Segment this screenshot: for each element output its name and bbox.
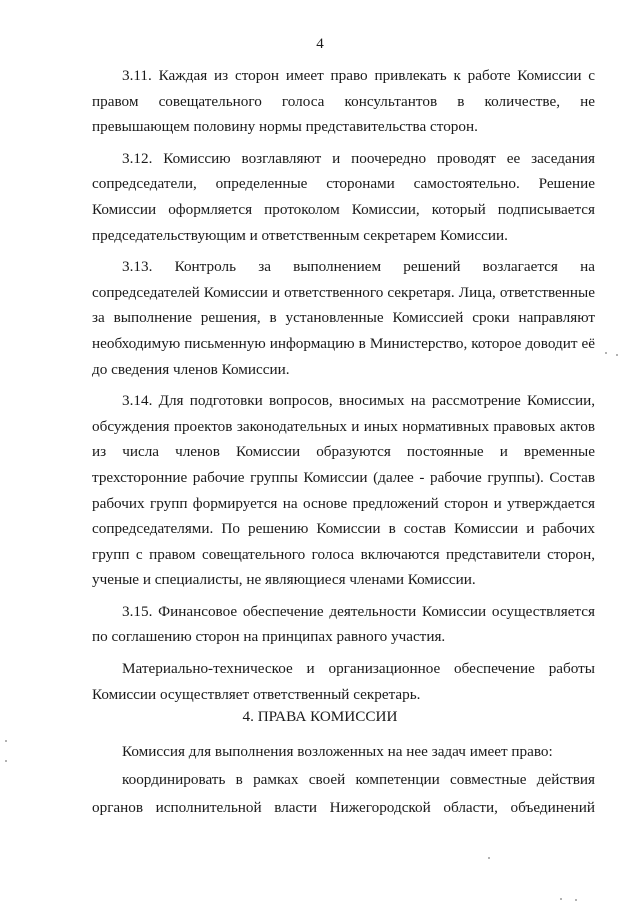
- text-line: председательствующим и ответственным секретарем Комиссии.: [92, 226, 508, 244]
- text-line: из числа членов Комиссии образуются постоянные и временные: [92, 443, 595, 461]
- page-number: 4: [316, 36, 324, 52]
- text-line: органов исполнительной власти Нижегородской области, объединений: [92, 799, 595, 816]
- text-line: Комиссии осуществляет ответственный секретарь.: [92, 685, 421, 703]
- text-line: до сведения членов Комиссии.: [92, 360, 290, 378]
- text-line: 3.14. Для подготовки вопросов, вносимых на рассмотрение Комиссии,: [122, 392, 595, 410]
- text-line: 3.15. Финансовое обеспечение деятельности Комиссии осуществляется: [122, 602, 595, 620]
- text-line: координировать в рамках своей компетенции совместные действия: [122, 771, 595, 788]
- paragraph-3-15: [92, 599, 595, 650]
- text-line: ученые и специалисты, не являющиеся членами Комиссии.: [92, 571, 476, 589]
- scan-artifact: [5, 740, 7, 742]
- text-line: превышающем половину нормы представительства сторон.: [92, 118, 478, 136]
- text-line: трехсторонние рабочие группы Комиссии (далее - рабочие группы). Состав: [92, 468, 595, 486]
- scan-artifact: [5, 760, 7, 762]
- scan-artifact: [616, 354, 618, 356]
- text-line: Комиссия для выполнения возложенных на нее задач имеет право:: [122, 743, 553, 760]
- text-line: обсуждения проектов законодательных и иных нормативных правовых актов: [92, 417, 595, 435]
- text-line: Материально-техническое и организационное обеспечение работы: [122, 660, 595, 678]
- paragraph-3-13: [92, 254, 595, 382]
- section-heading: 4. ПРАВА КОМИССИИ: [242, 708, 398, 725]
- text-line: сопредседателями. По решению Комиссии в состав Комиссии и рабочих: [92, 520, 595, 538]
- scan-artifact: [575, 899, 577, 901]
- scan-artifact: [560, 898, 562, 900]
- paragraph-3-12: [92, 146, 595, 248]
- text-line: рабочих групп формируется на основе предложений сторон и утверждается: [92, 494, 595, 512]
- text-line: Комиссии оформляется протоколом Комиссии, который подписывается: [92, 200, 595, 218]
- text-line: 3.11. Каждая из сторон имеет право привлекать к работе Комиссии с: [122, 67, 595, 84]
- paragraph-support: [92, 656, 595, 707]
- paragraph-3-14: [92, 388, 595, 593]
- scan-artifact: [605, 352, 607, 354]
- text-line: по соглашению сторон на принципах равного участия.: [92, 628, 446, 646]
- text-line: правом совещательного голоса консультантов в количестве, не: [92, 92, 595, 110]
- scan-artifact: [488, 857, 490, 859]
- paragraph-3-11: [92, 63, 595, 140]
- text-line: 3.12. Комиссию возглавляют и поочередно проводят ее заседания: [122, 149, 595, 167]
- paragraph-rights-intro: [92, 738, 595, 766]
- text-line: сопредседателей Комиссии и ответственного секретаря. Лица, ответственные: [92, 283, 595, 301]
- text-line: необходимую письменную информацию в Министерство, которое доводит её: [92, 334, 595, 352]
- paragraph-rights-1: [92, 766, 595, 822]
- document-body: [92, 63, 595, 713]
- text-line: 3.13. Контроль за выполнением решений возлагается на: [122, 258, 595, 276]
- section-4-body: [92, 738, 595, 822]
- text-line: сопредседатели, определенные сторонами самостоятельно. Решение: [92, 175, 595, 193]
- text-line: за выполнение решения, в установленные Комиссией сроки направляют: [92, 309, 595, 327]
- text-line: групп с правом совещательного голоса включаются представители сторон,: [92, 545, 595, 563]
